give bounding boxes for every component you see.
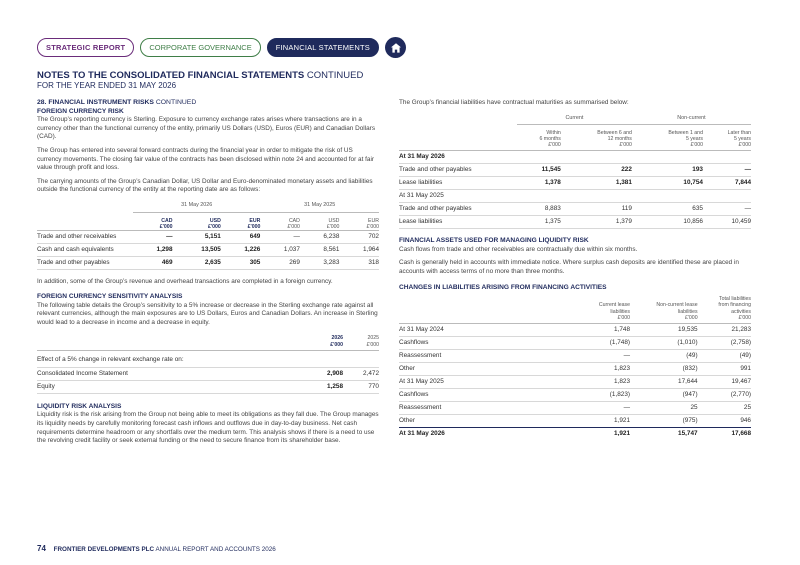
right-column <box>399 99 751 441</box>
column-header: Current lease liabilities £'000 <box>579 296 630 323</box>
foreign-currency-risk-heading: FOREIGN CURRENCY RISK <box>37 107 124 115</box>
page-footer <box>37 544 276 553</box>
paragraph: Cash is generally held in accounts with immediate notice. Where surplus cash deposits are identified these are placed in accounts with access terms of no more than three months. <box>399 259 739 276</box>
group-header-noncurrent: Non-current <box>632 114 751 125</box>
table-row: Consolidated Income Statement 2,908 2,472 <box>37 367 379 380</box>
column-header: CAD £'000 <box>133 218 173 231</box>
group-header-current: Current <box>517 114 632 125</box>
table-row: Effect of a 5% change in relevant exchange rate on: <box>37 354 379 367</box>
table-row: Equity 1,258 770 <box>37 380 379 393</box>
column-header: Between 1 and 5 years £'000 <box>632 130 703 151</box>
column-header: Between 6 and 12 months £'000 <box>561 130 632 151</box>
company-name: FRONTIER DEVELOPMENTS PLC <box>53 546 155 553</box>
page-number: 74 <box>37 544 46 553</box>
financing-liabilities-table <box>399 296 751 440</box>
table-row: At 31 May 2025 1,823 17,644 19,467 <box>399 376 751 389</box>
column-header: Non-current lease liabilities £'000 <box>630 296 698 323</box>
paragraph: The carrying amounts of the Group’s Canadian Dollar, US Dollar and Euro-denominated monetary assets and liabilities outside the functional currency of the entity at the reporting date are as follows: <box>37 177 373 194</box>
page-title-text: NOTES TO THE CONSOLIDATED FINANCIAL STATEMENTS <box>37 70 305 81</box>
fx-exposure-table <box>37 201 379 271</box>
sensitivity-heading: FOREIGN CURRENCY SENSITIVITY ANALYSIS <box>37 293 183 301</box>
column-header: EUR £'000 <box>339 218 379 231</box>
paragraph: The Group’s reporting currency is Sterling. Exposure to currency exchange rates arises where transactions are in a currency other than the functional currency of the entity, primarily US Dollars (USD), Euros (EUR) and Canadian Dollars (CAD). <box>37 116 376 141</box>
table-row: Trade and other receivables — 5,151 649 — 6,238 702 <box>37 231 379 244</box>
total-row: At 31 May 2026 1,921 15,747 17,668 <box>399 430 751 438</box>
financial-assets-heading: FINANCIAL ASSETS USED FOR MANAGING LIQUIDITY RISK <box>399 237 589 245</box>
report-name: ANNUAL REPORT AND ACCOUNTS 2026 <box>155 546 276 553</box>
paragraph: The Group has entered into several forward contracts during the financial year in order to mitigate the risk of US currency movements. The closing fair value of the contracts has been disclosed within note 24 and accounted for at fair value through profit and loss. <box>37 146 374 172</box>
tab-corporate-governance[interactable]: CORPORATE GOVERNANCE <box>140 38 260 57</box>
column-header: 2026 £'000 <box>299 335 343 350</box>
table-row: Trade and other payables 11,545 222 193 — <box>399 164 751 177</box>
paragraph: The Group’s financial liabilities have contractual maturities as summarised below: <box>399 99 629 106</box>
tab-financial-statements[interactable]: FINANCIAL STATEMENTS <box>267 38 379 57</box>
table-row: Reassessment — (49) (49) <box>399 350 751 363</box>
table-row: Other 1,921 (975) 946 <box>399 415 751 428</box>
home-button[interactable] <box>385 37 406 58</box>
table-row: Trade and other payables 8,883 119 635 — <box>399 203 751 216</box>
column-header: Within 6 months £'000 <box>517 130 561 151</box>
table-row: Cashflows (1,823) (947) (2,770) <box>399 389 751 402</box>
table-row: Reassessment — 25 25 <box>399 402 751 415</box>
section-title: 28. FINANCIAL INSTRUMENT RISKS <box>37 99 154 106</box>
table-row: At 31 May 2026 <box>399 151 751 164</box>
column-header: EUR £'000 <box>221 218 261 231</box>
sensitivity-table <box>37 335 379 393</box>
column-header: Total liabilities from financing activities £'000 <box>698 296 751 323</box>
column-header: USD £'000 <box>173 218 221 231</box>
page-title-continued: CONTINUED <box>306 70 364 81</box>
table-row: Cashflows (1,748) (1,010) (2,758) <box>399 337 751 350</box>
table-row: Trade and other payables 469 2,635 305 269 3,283 318 <box>37 257 379 270</box>
paragraph: In addition, some of the Group’s revenue and overhead transactions are completed in a foreign currency. <box>37 278 333 286</box>
paragraph: Cash flows from trade and other receivables are contractually due within six months. <box>399 245 638 253</box>
column-header: 2025 £'000 <box>343 335 379 350</box>
paragraph: The following table details the Group’s sensitivity to a 5% increase or decrease in the Sterling exchange rate against all relevant currencies, although the main exposures are to US Dollars, Euros and Canadian Dollars. An increase in Sterling would lead to a decrease in income and a decrease in equity. <box>37 301 378 326</box>
table-row: Cash and cash equivalents 1,298 13,505 1,226 1,037 8,561 1,964 <box>37 244 379 257</box>
section-heading <box>37 99 379 108</box>
column-header: Later than 5 years £'000 <box>703 130 751 151</box>
section-continued: CONTINUED <box>155 99 197 106</box>
liquidity-heading: LIQUIDITY RISK ANALYSIS <box>37 402 122 410</box>
table-row: Lease liabilities 1,378 1,381 10,754 7,844 <box>399 177 751 190</box>
table-row: Other 1,823 (832) 991 <box>399 363 751 376</box>
left-column <box>37 99 379 446</box>
top-navigation <box>37 37 406 58</box>
group-header-2026: 31 May 2026 <box>133 201 260 212</box>
tab-strategic-report[interactable]: STRATEGIC REPORT <box>37 38 134 57</box>
group-header-2025: 31 May 2025 <box>260 201 379 212</box>
home-icon <box>390 42 402 54</box>
column-header: USD £'000 <box>300 218 340 231</box>
table-row: At 31 May 2024 1,748 19,535 21,283 <box>399 324 751 337</box>
maturity-table <box>399 114 751 230</box>
page-title <box>37 70 363 81</box>
paragraph: Liquidity risk is the risk arising from the Group not being able to meet its obligations as they fall due. The Group manages its liquidity needs by carefully monitoring forecast cash inflows and outflows due in day-to-day business. Net cash requirements determine headroom or any shortfalls over the medium term. This analysis shows if there is a need to use the revolving credit facility or seek external funding or the need to secure finance from its shareholder base. <box>37 411 379 445</box>
column-header: CAD £'000 <box>260 218 300 231</box>
page-subtitle: FOR THE YEAR ENDED 31 MAY 2026 <box>37 81 177 90</box>
table-row: At 31 May 2025 <box>399 190 751 203</box>
table-row: Lease liabilities 1,375 1,379 10,856 10,459 <box>399 216 751 229</box>
changes-in-liabilities-heading: CHANGES IN LIABILITIES ARISING FROM FINANCING ACTIVITIES <box>399 283 607 291</box>
